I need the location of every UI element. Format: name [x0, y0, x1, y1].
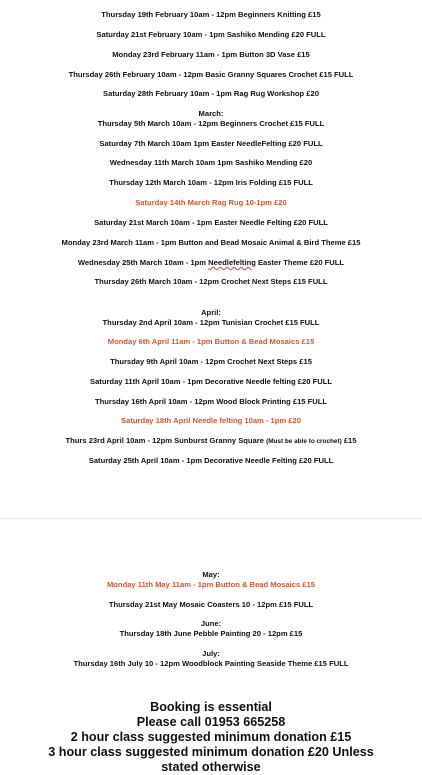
- event-line: Thursday 9th April 10am - 12pm Crochet Next Steps £15: [110, 357, 312, 366]
- event-line: Thursday 26th February 10am - 12pm Basic Granny Squares Crochet £15 FULL: [68, 70, 354, 79]
- month-heading-may: May:: [202, 570, 220, 579]
- event-line: Saturday 21st February 10am - 1pm Sashiko Mending £20 FULL: [96, 30, 326, 39]
- booking-note: stated otherwise: [161, 760, 261, 774]
- month-heading-july: July:: [202, 649, 220, 658]
- event-line: Monday 23rd March 11am - 1pm Button and Bead Mosaic Animal & Bird Theme £15: [61, 238, 361, 247]
- booking-price-3hr: 3 hour class suggested minimum donation £20 Unless: [48, 745, 374, 759]
- event-line: Thursday 2nd April 10am - 12pm Tunisian Crochet £15 FULL: [102, 318, 320, 327]
- page-divider: [0, 518, 422, 519]
- event-line: Saturday 25th April 10am - 1pm Decorative Needle Felting £20 FULL: [88, 456, 334, 465]
- booking-phone: Please call 01953 665258: [136, 715, 286, 729]
- booking-price-2hr: 2 hour class suggested minimum donation £15: [70, 730, 352, 744]
- event-note: (Must be able to crochet): [266, 438, 342, 445]
- event-line: Thursday 16th July 10 - 12pm Woodblock Painting Seaside Theme £15 FULL: [73, 659, 349, 668]
- spellcheck-word: Needlefelting: [208, 258, 256, 267]
- event-text: Easter Theme £20 FULL: [255, 258, 345, 267]
- event-text: £15: [341, 436, 357, 445]
- month-heading-march: March:: [198, 109, 224, 118]
- event-line: Thursday 18th June Pebble Painting 20 - 12pm £15: [119, 629, 303, 638]
- event-line: [0, 436, 422, 447]
- event-line: Thursday 26th March 10am - 12pm Crochet Next Steps £15 FULL: [94, 277, 328, 286]
- event-line: Thursday 16th April 10am - 12pm Wood Block Printing £15 FULL: [94, 397, 328, 406]
- event-text: Wednesday 25th March 10am - 1pm: [77, 258, 209, 267]
- event-line: Monday 23rd February 11am - 1pm Button 3D Vase £15: [112, 50, 310, 59]
- event-line-highlight: Monday 6th April 11am - 1pm Button & Bead Mosaics £15: [107, 337, 315, 346]
- event-line: Thursday 12th March 10am - 12pm Iris Folding £15 FULL: [109, 178, 313, 187]
- event-line: Saturday 7th March 10am 1pm Easter NeedleFelting £20 FULL: [99, 139, 323, 148]
- event-line: Thursday 19th February 10am - 12pm Beginners Knitting £15: [101, 10, 321, 19]
- month-heading-april: April:: [201, 308, 221, 317]
- event-line: Saturday 28th February 10am - 1pm Rag Rug Workshop £20: [103, 89, 319, 98]
- event-line: Saturday 11th April 10am - 1pm Decorative Needle felting £20 FULL: [90, 377, 332, 386]
- event-line-highlight: Saturday 14th March Rag Rug 10-1pm £20: [135, 198, 287, 207]
- event-line-highlight: Saturday 18th April Needle felting 10am - 1pm £20: [121, 416, 301, 425]
- event-text: Thurs 23rd April 10am - 12pm Sunburst Granny Square: [65, 436, 267, 445]
- event-line: [0, 258, 422, 268]
- event-line: Thursday 5th March 10am - 12pm Beginners Crochet £15 FULL: [97, 119, 325, 128]
- event-line: Thursday 21st May Mosaic Coasters 10 - 12pm £15 FULL: [108, 600, 314, 609]
- month-heading-june: June:: [200, 619, 222, 628]
- event-line: Wednesday 11th March 10am 1pm Sashiko Mending £20: [109, 158, 313, 167]
- event-line: Saturday 21st March 10am - 1pm Easter Needle Felting £20 FULL: [94, 218, 328, 227]
- booking-heading: Booking is essential: [150, 700, 272, 714]
- event-line-highlight: Monday 11th May 11am - 1pm Button & Bead Mosaics £15: [106, 580, 316, 589]
